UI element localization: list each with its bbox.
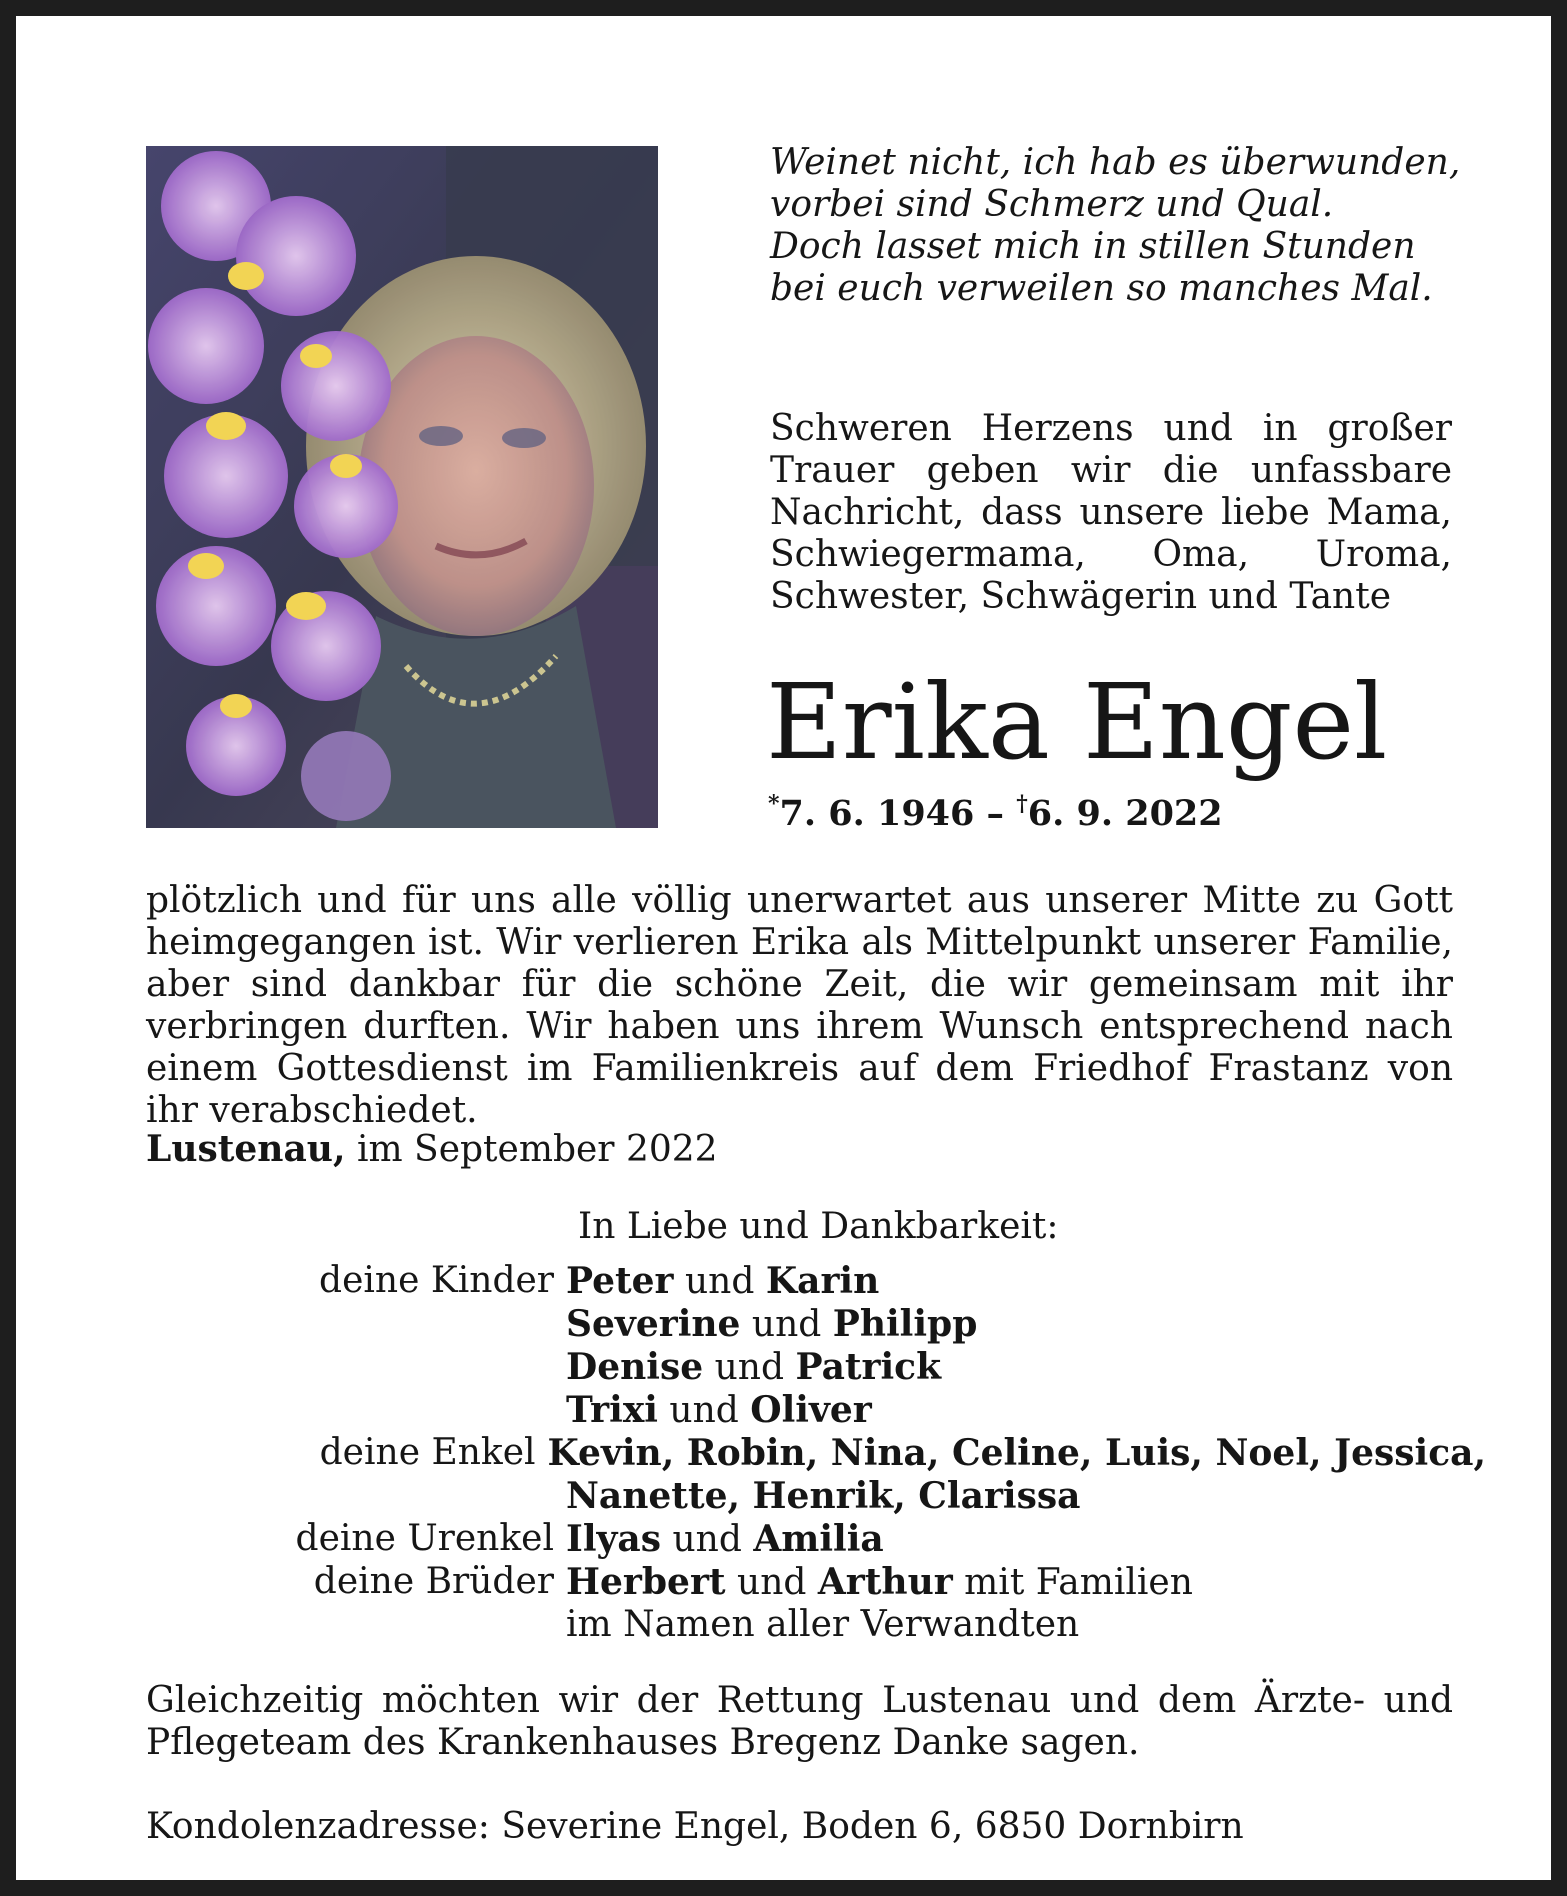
place-month: im September 2022: [345, 1129, 718, 1170]
relation-label: deine Brüder: [313, 1561, 554, 1602]
relation-label: deine Kinder: [319, 1260, 554, 1301]
family-names: [566, 1389, 872, 1432]
relation-label-empty: [146, 1346, 566, 1389]
family-names: [548, 1432, 1486, 1475]
condolence-address: Kondolenzadresse: Severine Engel, Boden 6, 6850 Dornbirn: [146, 1806, 1244, 1847]
relation-label-empty: [146, 1604, 566, 1646]
relation-label-empty: [146, 1303, 566, 1346]
birth-symbol: *: [768, 791, 780, 817]
family-conjunction: und: [673, 1261, 766, 1302]
relation-label: deine Urenkel: [295, 1518, 554, 1559]
birth-date: 7. 6. 1946: [779, 793, 975, 834]
family-conjunction: und: [740, 1304, 833, 1345]
family-name: Peter: [566, 1260, 674, 1302]
family-names: [566, 1346, 941, 1389]
family-conjunction: und: [725, 1562, 818, 1603]
family-names: [566, 1518, 884, 1561]
family-row: [146, 1260, 1486, 1303]
life-dates: [768, 792, 1328, 836]
family-name: Ilyas: [566, 1518, 662, 1560]
relation-label-empty: [146, 1475, 566, 1518]
poem-line: bei euch verweilen so manches Mal.: [770, 268, 1433, 309]
poem-line: vorbei sind Schmerz und Qual.: [770, 184, 1334, 225]
family-name: Trixi: [566, 1389, 658, 1431]
family-row: [146, 1518, 1486, 1561]
portrait-photo: [146, 146, 658, 828]
family-name: Severine: [566, 1303, 741, 1345]
portrait-image: [146, 146, 658, 828]
family-name: Denise: [566, 1346, 704, 1388]
family-suffix: mit Familien: [952, 1562, 1193, 1603]
family-conjunction: und: [657, 1390, 751, 1431]
relatives-line: im Namen aller Verwandten: [566, 1604, 1080, 1645]
family-row: [146, 1561, 1486, 1604]
poem: [770, 142, 1490, 310]
place-city: Lustenau,: [146, 1128, 346, 1170]
family-conjunction: und: [703, 1347, 796, 1388]
poem-line: Doch lasset mich in stillen Stunden: [770, 226, 1416, 267]
family-names: [566, 1561, 1193, 1604]
family-name: Oliver: [750, 1389, 872, 1431]
date-separator: –: [974, 793, 1017, 834]
poem-line: Weinet nicht, ich hab es überwunden,: [770, 142, 1461, 183]
family-row: [146, 1432, 1486, 1475]
family-row: [146, 1303, 1486, 1346]
family-row: [146, 1604, 1486, 1646]
relation-label-empty: [146, 1389, 566, 1432]
family-names: [566, 1303, 977, 1346]
intro-paragraph: Schweren Herzens und in großer Trauer geben wir die unfassbare Nachricht, dass unsere liebe Mama, Schwiegermama, Oma, Uroma, Schwester, Schwägerin und Tante: [770, 408, 1452, 617]
family-name: Kevin, Robin, Nina, Celine, Luis, Noel, Jessica,: [547, 1432, 1486, 1474]
family-name: Karin: [765, 1260, 880, 1302]
family-name: Amilia: [753, 1518, 884, 1560]
family-row: [146, 1346, 1486, 1389]
thanks-heading: In Liebe und Dankbarkeit:: [578, 1206, 1059, 1247]
body-paragraph: plötzlich und für uns alle völlig unerwartet aus unserer Mitte zu Gott heimgegangen ist. Wir verlieren Erika als Mittelpunkt unserer Familie, aber sind dankbar für die schöne Zeit, die wir gemeinsam mit ihr verbringen durften. Wir haben uns ihrem Wunsch entsprechend nach einem Gottesdienst im Familienkreis auf dem Friedhof Frastanz von ihr verabschiedet.: [146, 880, 1453, 1131]
relation-label: deine Enkel: [319, 1432, 536, 1473]
deceased-name: Erika Engel: [766, 661, 1388, 783]
death-date: 6. 9. 2022: [1027, 793, 1223, 834]
family-list: [146, 1260, 1486, 1646]
place-date: [146, 1128, 1046, 1171]
family-names: [566, 1475, 1080, 1518]
family-names: [566, 1260, 879, 1303]
family-name: Nanette, Henrik, Clarissa: [566, 1475, 1081, 1517]
family-name: Arthur: [817, 1561, 953, 1603]
family-row: [146, 1475, 1486, 1518]
closing-paragraph: Gleichzeitig möchten wir der Rettung Lustenau und dem Ärzte- und Pflegeteam des Krankenhauses Bregenz Danke sagen.: [146, 1680, 1453, 1763]
family-conjunction: und: [661, 1519, 754, 1560]
family-name: Philipp: [832, 1303, 978, 1345]
death-symbol: †: [1016, 791, 1028, 817]
family-name: Patrick: [795, 1346, 942, 1388]
family-row: [146, 1389, 1486, 1432]
family-name: Herbert: [566, 1561, 726, 1603]
